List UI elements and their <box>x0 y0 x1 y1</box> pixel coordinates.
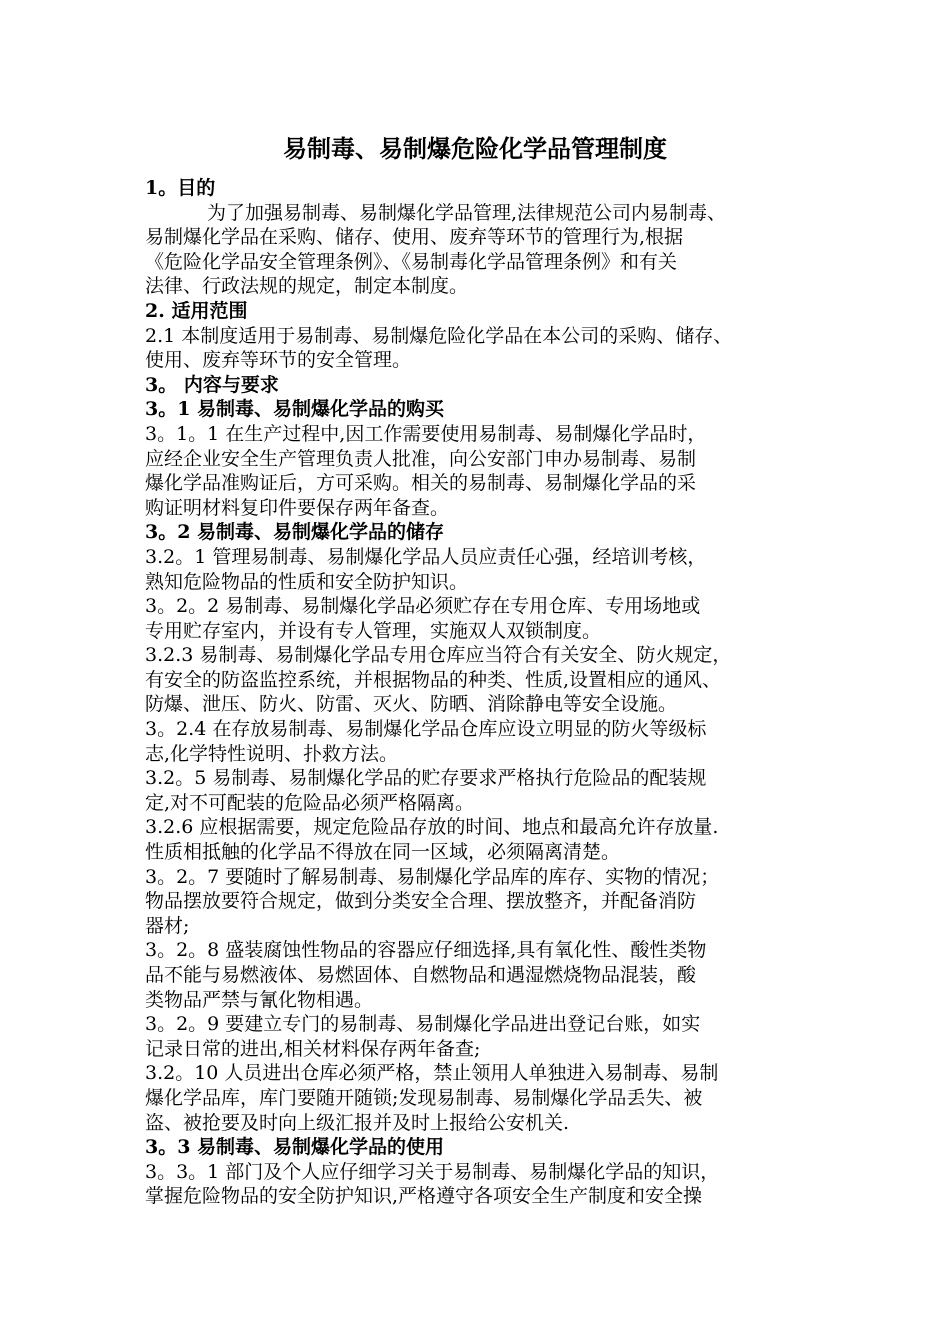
body-text-line: 3.2。10 人员进出仓库必须严格，禁止领用人单独进入易制毒、易制 <box>145 1062 719 1085</box>
body-text-line: 爆化学品库，库门要随开随锁;发现易制毒、易制爆化学品丢失、被 <box>145 1086 703 1109</box>
body-text-line: 3。2。2 易制毒、易制爆化学品必须贮存在专用仓库、专用场地或 <box>145 595 701 618</box>
section-heading: 1。目的 <box>145 177 216 199</box>
body-text-line: 3.2.3 易制毒、易制爆化学品专用仓库应当符合有关安全、防火规定， <box>145 644 732 667</box>
body-text-line: 3。2。9 要建立专门的易制毒、易制爆化学品进出登记台账，如实 <box>145 1013 701 1036</box>
document-body <box>145 176 830 1209</box>
body-text-line: 为了加强易制毒、易制爆化学品管理,法律规范公司内易制毒、 <box>207 201 727 224</box>
body-text-line: 性质相抵触的化学品不得放在同一区域，必须隔离清楚。 <box>145 841 621 864</box>
body-text-line: 易制爆化学品在采购、储存、使用、废弃等环节的管理行为,根据 <box>145 226 684 249</box>
document-title: 易制毒、易制爆危险化学品管理制度 <box>283 134 667 163</box>
body-text-line: 3。3。1 部门及个人应仔细学习关于易制毒、易制爆化学品的知识， <box>145 1160 720 1183</box>
body-text-line: 专用贮存室内，并设有专人管理，实施双人双锁制度。 <box>145 619 602 642</box>
section-heading: 3。 内容与要求 <box>145 373 279 396</box>
body-text-line: 类物品严禁与氰化物相遇。 <box>145 988 374 1011</box>
body-text-line: 熟知危险物品的性质和安全防护知识。 <box>145 570 469 593</box>
body-text-line: 爆化学品准购证后，方可采购。相关的易制毒、易制爆化学品的采 <box>145 472 697 495</box>
body-text-line: 3。2。7 要随时了解易制毒、易制爆化学品库的库存、实物的情况； <box>145 865 720 888</box>
body-text-line: 盗、被抢要及时向上级汇报并及时上报给公安机关. <box>145 1111 570 1134</box>
body-text-line: 3。2。8 盛装腐蚀性物品的容器应仔细选择,具有氧化性、酸性类物 <box>145 939 707 962</box>
body-text-line: 《危险化学品安全管理条例》、《易制毒化学品管理条例》和有关 <box>145 250 678 273</box>
body-text-line: 3.2.6 应根据需要，规定危险品存放的时间、地点和最高允许存放量. <box>145 816 719 839</box>
body-text-line: 有安全的防盗监控系统，并根据物品的种类、性质,设置相应的通风、 <box>145 668 722 691</box>
body-text-line: 3。1。1 在生产过程中,因工作需要使用易制毒、易制爆化学品时， <box>145 422 707 445</box>
body-text-line: 物品摆放要符合规定，做到分类安全合理、摆放整齐，并配备消防 <box>145 890 697 913</box>
body-text-line: 2.1 本制度适用于易制毒、易制爆危险化学品在本公司的采购、储存、 <box>145 324 733 347</box>
body-text-line: 器材; <box>145 914 190 937</box>
body-text-line: 记录日常的进出,相关材料保存两年备查; <box>145 1037 481 1060</box>
body-text-line: 志,化学特性说明、扑救方法。 <box>145 742 399 765</box>
section-heading: 3。3 易制毒、易制爆化学品的使用 <box>145 1136 445 1159</box>
body-text-line: 定,对不可配装的危险品必须严格隔离。 <box>145 791 475 814</box>
body-text-line: 3。2.4 在存放易制毒、易制爆化学品仓库应设立明显的防火等级标 <box>145 718 707 741</box>
body-text-line: 掌握危险物品的安全防护知识,严格遵守各项安全生产制度和安全操 <box>145 1185 703 1208</box>
body-text-line: 品不能与易燃液体、易燃固体、自燃物品和遇湿燃烧物品混装，酸 <box>145 964 697 986</box>
body-text-line: 使用、废弃等环节的安全管理。 <box>145 349 412 372</box>
body-text-line: 3.2。1 管理易制毒、易制爆化学品人员应责任心强，经培训考核， <box>145 545 707 568</box>
section-heading: 2. 适用范围 <box>145 299 248 322</box>
section-heading: 3。1 易制毒、易制爆化学品的购买 <box>145 398 445 421</box>
body-text-line: 购证明材料复印件要保存两年备查。 <box>145 496 450 519</box>
body-text-line: 应经企业安全生产管理负责人批准，向公安部门申办易制毒、易制 <box>145 447 697 470</box>
body-text-line: 3.2。5 易制毒、易制爆化学品的贮存要求严格执行危险品的配装规 <box>145 767 707 790</box>
body-text-line: 法律、行政法规的规定，制定本制度。 <box>145 275 469 298</box>
body-text-line: 防爆、泄压、防火、防雷、灭火、防晒、消除静电等安全设施。 <box>145 693 678 716</box>
section-heading: 3。2 易制毒、易制爆化学品的储存 <box>145 521 445 544</box>
